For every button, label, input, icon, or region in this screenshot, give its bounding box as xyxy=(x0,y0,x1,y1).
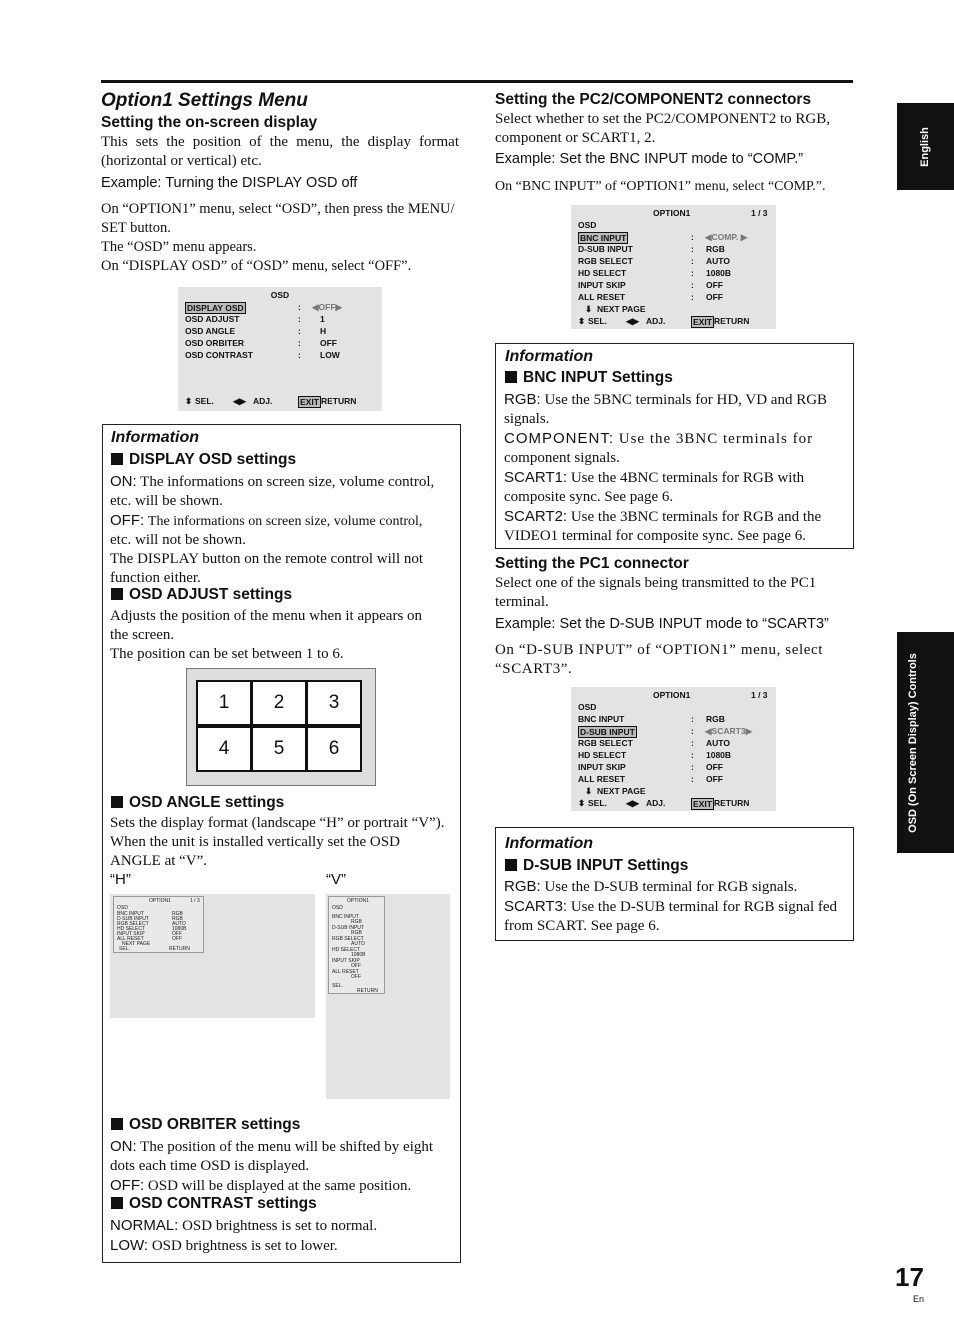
pc2-step: On “BNC INPUT” of “OPTION1” menu, select “COMP.”. xyxy=(495,179,826,194)
step-line: On “OPTION1” menu, select “OSD”, then press the MENU/ xyxy=(101,201,455,217)
info-heading: OSD ADJUST settings xyxy=(111,586,292,604)
steps xyxy=(101,200,463,276)
down-arrow-icon: ⬇ xyxy=(585,786,593,796)
osd-row: OSD CONTRAST : LOW xyxy=(185,350,340,360)
step-line: SET button. xyxy=(101,220,171,236)
pc1-example: Example: Set the D-SUB INPUT mode to “SCART3” xyxy=(495,616,829,632)
side-tab-english: English xyxy=(897,103,954,190)
panel-footer: ⬍ SEL. ◀▶ ADJ. EXIT RETURN xyxy=(578,316,750,327)
info-heading: DISPLAY OSD settings xyxy=(111,451,296,469)
bullet-square xyxy=(505,371,517,383)
info-heading: BNC INPUT Settings xyxy=(505,369,673,387)
grid-cell: 3 xyxy=(306,680,362,726)
grid-cell: 6 xyxy=(306,726,362,772)
v-label: “V” xyxy=(326,871,346,888)
panel-page: 1 / 3 xyxy=(751,208,768,218)
osd-row: DISPLAY OSD : ◀OFF▶ xyxy=(187,302,343,313)
portrait-screen-thumbnail xyxy=(326,894,450,1099)
mini-menu: OPTION1 1 / 3 OSD BNC INPUT RGB D-SUB INPUT RGB RGB SELECT AUTO HD SELECT 1080B INPUT SKIP OFF ALL RESET OFF NEXT PAGE SEL. RETURN xyxy=(113,896,204,953)
panel-footer: ⬍ SEL. ◀▶ ADJ. EXIT RETURN xyxy=(185,396,357,407)
osd-row: OSD ANGLE : H xyxy=(185,326,327,336)
step-line: On “DISPLAY OSD” of “OSD” menu, select “OFF”. xyxy=(101,258,412,274)
down-arrow-icon: ⬇ xyxy=(585,304,593,314)
intro-text: This sets the position of the menu, the display format (horizontal or vertical) etc. xyxy=(101,134,459,169)
info-title: Information xyxy=(505,835,593,852)
angle-text: Sets the display format (landscape “H” or portrait “V”). When the unit is installed vertically set the OSD ANGLE at “V”. xyxy=(110,815,445,869)
grid-cell: 2 xyxy=(251,680,307,726)
landscape-screen-thumbnail xyxy=(110,894,315,1018)
info-title: Information xyxy=(111,429,199,446)
h-label: “H” xyxy=(110,871,131,888)
bnc-text: RGB: Use the 5BNC terminals for HD, VD and RGB signals. COMPONENT: Use the 3BNC terminals for component signals. SCART1: Use the 4BNC terminals for RGB with composite sync. See page 6. SCART2: Use the 3BNC terminals for RGB and the VIDEO1 terminal for composite sync. See page 6. xyxy=(504,391,828,544)
pc1-heading: Setting the PC1 connector xyxy=(495,555,689,572)
language-code: En xyxy=(913,1294,925,1304)
panel-title: OPTION1 xyxy=(653,208,691,218)
panel-title: OPTION1 xyxy=(653,690,691,700)
bullet-square xyxy=(111,588,123,600)
left-right-icon: ◀▶ xyxy=(233,396,247,406)
page-number: 17 xyxy=(895,1262,924,1292)
mini-menu: OPTION1 OSD BNC INPUT RGB D-SUB INPUT RGB RGB SELECT AUTO HD SELECT 1080B INPUT SKIP OFF ALL RESET OFF SEL. RETURN xyxy=(328,896,385,994)
example-line: Example: Turning the DISPLAY OSD off xyxy=(101,175,358,191)
pc2-text: Select whether to set the PC2/COMPONENT2 to RGB, component or SCART1, 2. xyxy=(495,111,830,146)
osd-row: OSD ORBITER : OFF xyxy=(185,338,337,348)
grid-cell: 4 xyxy=(196,726,252,772)
left-right-icon: ◀▶ xyxy=(626,798,640,808)
top-rule xyxy=(101,80,853,83)
sel-icon: ⬍ xyxy=(578,316,586,326)
info-heading: OSD CONTRAST settings xyxy=(111,1195,317,1213)
side-tab-osd-controls: OSD (On Screen Display) Controls xyxy=(897,632,954,853)
panel-page: 1 / 3 xyxy=(751,690,768,700)
option-value-selector: ◀SCART3▶ xyxy=(705,726,753,736)
pc1-step: On “D-SUB INPUT” of “OPTION1” menu, select “SCART3”. xyxy=(495,642,824,677)
grid-cell: 1 xyxy=(196,680,252,726)
option-row: BNC INPUT : ◀COMP. ▶ xyxy=(580,232,748,243)
info-heading: OSD ANGLE settings xyxy=(111,794,284,812)
option1-menu-panel: OPTION1 1 / 3 OSD BNC INPUT : ◀COMP. ▶ D-SUB INPUT : RGB RGB SELECT : AUTO HD SELECT : 1080B INPUT SKIP : OFF ALL RESET : OFF ⬇ NEXT PAGE ⬍ SEL. ◀▶ ADJ. EXIT RETURN xyxy=(571,205,776,329)
position-grid xyxy=(186,668,376,786)
osd-menu-panel xyxy=(178,287,382,411)
info-title: Information xyxy=(505,348,593,365)
section-subtitle: Setting the on-screen display xyxy=(101,114,318,131)
left-right-icon: ◀▶ xyxy=(626,316,640,326)
option-value-selector: ◀COMP. ▶ xyxy=(705,232,748,242)
sel-icon: ⬍ xyxy=(578,798,586,808)
orbiter-text: ON: The position of the menu will be shifted by eight dots each time OSD is displayed. OFF: OSD will be displayed at the same position. xyxy=(110,1138,434,1194)
info-heading: D-SUB INPUT Settings xyxy=(505,857,688,875)
sel-icon: ⬍ xyxy=(185,396,193,406)
bullet-square xyxy=(111,453,123,465)
grid-cell: 5 xyxy=(251,726,307,772)
pc2-heading: Setting the PC2/COMPONENT2 connectors xyxy=(495,91,812,108)
info-heading: OSD ORBITER settings xyxy=(111,1116,300,1134)
osd-row: OSD ADJUST : 1 xyxy=(185,314,325,324)
bullet-square xyxy=(111,1118,123,1130)
pc2-example: Example: Set the BNC INPUT mode to “COMP.” xyxy=(495,151,804,167)
panel-title: OSD xyxy=(270,290,290,300)
osd-value-selector: ◀OFF▶ xyxy=(312,302,343,312)
bullet-square xyxy=(111,796,123,808)
display-osd-text: ON: The informations on screen size, volume control, etc. will be shown. OFF: The informations on screen size, volume control, etc. will not be shown. The DISPLAY button on the remote control will not function either. xyxy=(110,473,435,586)
pc1-text: Select one of the signals being transmitted to the PC1 terminal. xyxy=(495,575,817,610)
adjust-text: Adjusts the position of the menu when it appears on the screen. The position can be set between 1 to 6. xyxy=(110,608,423,662)
option-row: D-SUB INPUT : ◀SCART3▶ xyxy=(580,726,753,737)
bullet-square xyxy=(505,859,517,871)
option1-menu-panel: OPTION1 1 / 3 OSD BNC INPUT : RGB D-SUB INPUT : ◀SCART3▶ RGB SELECT : AUTO HD SELECT : 1080B INPUT SKIP : OFF ALL RESET : OFF ⬇ NEXT PAGE ⬍ SEL. ◀▶ ADJ. EXIT RETURN xyxy=(571,687,776,811)
page-title: Option1 Settings Menu xyxy=(101,90,308,111)
dsub-text: RGB: Use the D-SUB terminal for RGB signals. SCART3: Use the D-SUB terminal for RGB signal fed from SCART. See page 6. xyxy=(504,878,838,934)
bullet-square xyxy=(111,1197,123,1209)
contrast-text: NORMAL: OSD brightness is set to normal. LOW: OSD brightness is set to lower. xyxy=(110,1217,378,1254)
step-line: The “OSD” menu appears. xyxy=(101,239,257,255)
panel-footer: ⬍ SEL. ◀▶ ADJ. EXIT RETURN xyxy=(578,798,750,809)
